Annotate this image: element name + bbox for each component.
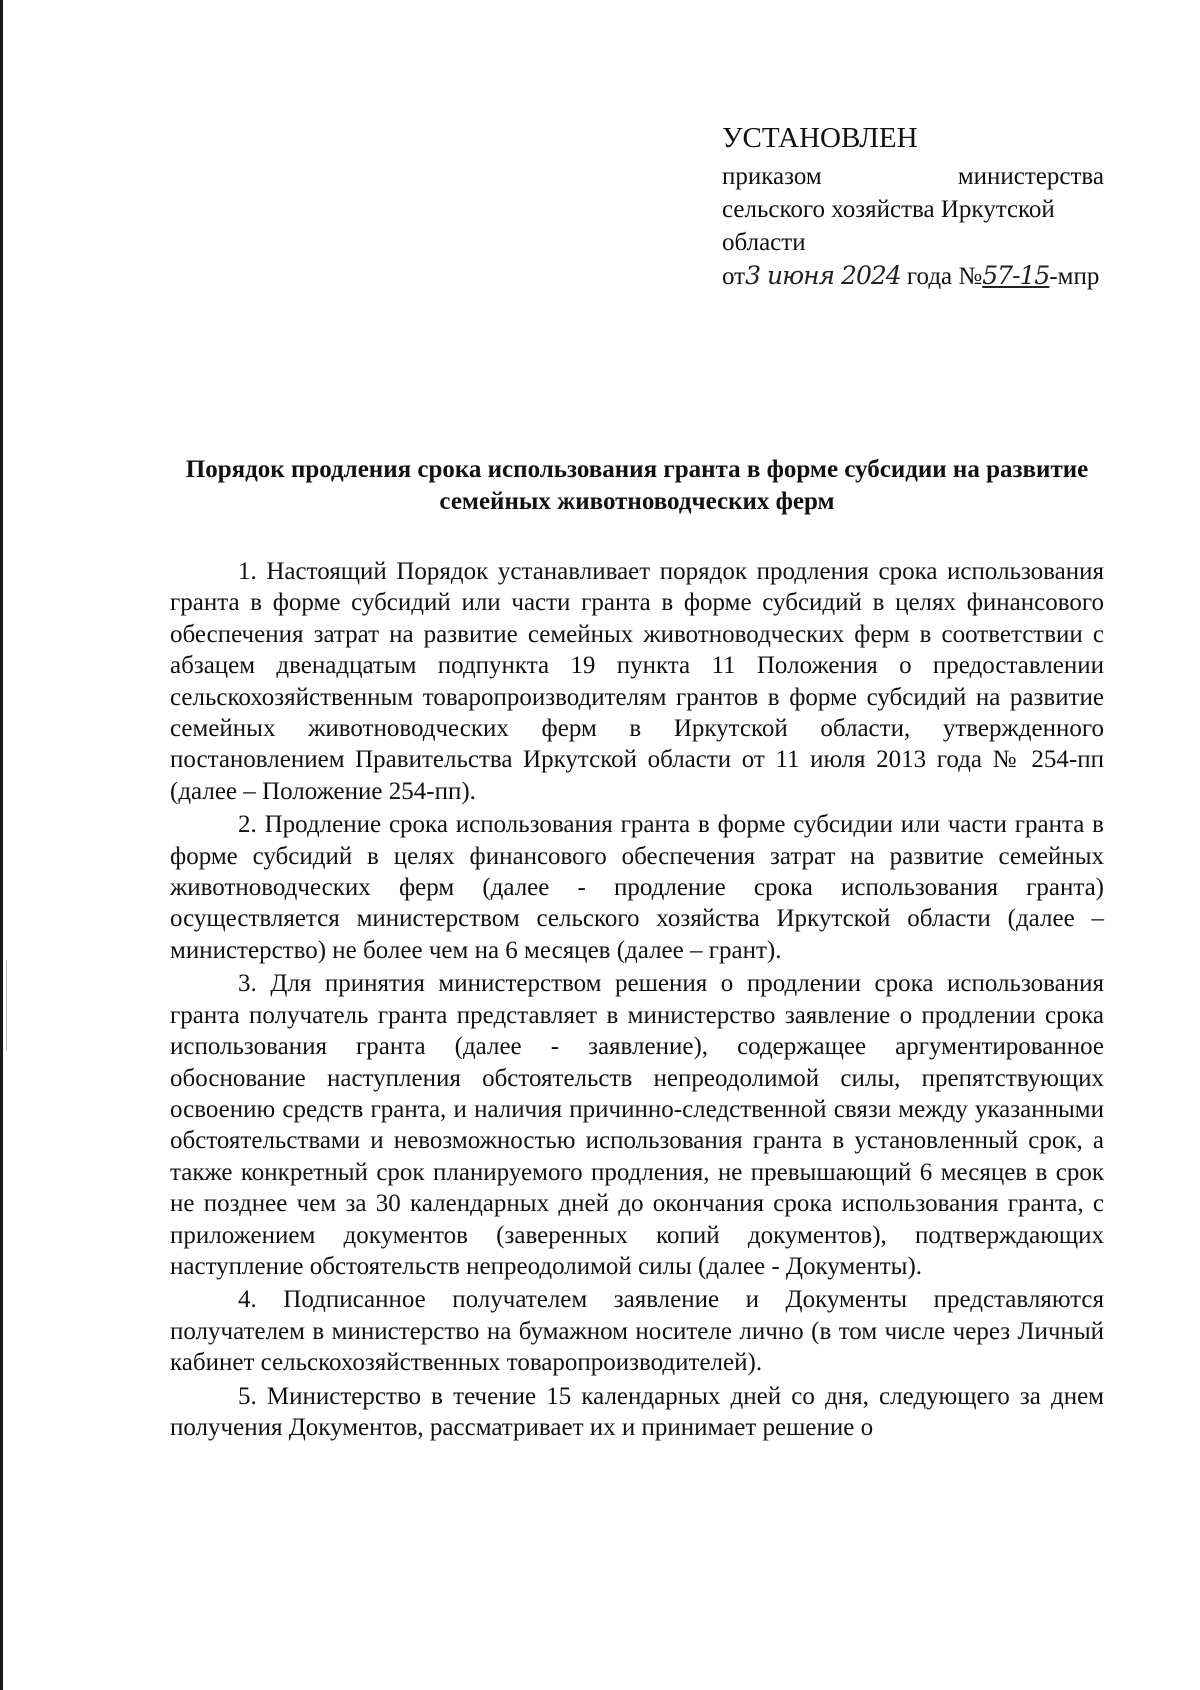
approval-line-2: сельского хозяйства Иркутской — [722, 196, 1055, 223]
approval-line-1 — [722, 160, 1104, 193]
document-body — [170, 556, 1104, 1445]
date-mid: года № — [906, 263, 983, 290]
approval-date-line — [722, 259, 1104, 293]
approval-line-3: области — [722, 229, 806, 256]
paragraph-1: 1. Настоящий Порядок устанавливает порядок продления срока использования гранта в форме субсидий или части гранта в форме субсидий в целях финансового обеспечения затрат на развитие семейных животноводческих ферм в соответствии с абзацем двенадцатым подпункта 19 пункта 11 Положения о предоставлении сельскохозяйственным товаропроизводителям грантов в форме субсидий на развитие семейных животноводческих ферм в Иркутской области, утвержденного постановлением Правительства Иркутской области от 11 июля 2013 года № 254-пп (далее – Положение 254-пп). — [170, 558, 1104, 805]
handwritten-date: 3 июня 2024 — [745, 261, 901, 290]
approval-line-1-right: министерства — [957, 163, 1104, 190]
approval-heading: УСТАНОВЛЕН — [722, 122, 918, 154]
date-prefix: от — [722, 263, 746, 290]
paragraph-5: 5. Министерство в течение 15 календарных дней со дня, следующего за днем получения Документов, рассматривает их и принимает решение о — [170, 1382, 1104, 1441]
paragraph-2: 2. Продление срока использования гранта в форме субсидии или части гранта в форме субсидий в целях финансового обеспечения затрат на развитие семейных животноводческих ферм (далее - продление срока использования гранта) осуществляется министерством сельского хозяйства Иркутской области (далее – министерство) не более чем на 6 месяцев (далее – грант). — [170, 811, 1104, 964]
handwritten-order-number: 57-15 — [982, 261, 1050, 290]
document-title: Порядок продления срока использования гранта в форме субсидии на развитие семейных животноводческих ферм — [185, 456, 1089, 515]
paragraph-3: 3. Для принятия министерством решения о продлении срока использования гранта получатель гранта представляет в министерство заявление о продлении срока использования гранта (далее - заявление), содержащее аргументированное обоснование наступления обстоятельств непреодолимой силы, препятствующих освоению средств гранта, и наличия причинно-следственной связи между указанными обстоятельствами и невозможностью использования гранта в установленный срок, а также конкретный срок планируемого продления, не превышающий 6 месяцев в срок не позднее чем за 30 календарных дней до окончания срока использования гранта, с приложением документов (заверенных копий документов), подтверждающих наступление обстоятельств непреодолимой силы (далее - Документы). — [170, 970, 1104, 1280]
order-number-suffix: -мпр — [1049, 263, 1100, 290]
approval-stamp-block — [722, 118, 1104, 293]
scan-artifact — [6, 960, 7, 1050]
approval-line-1-left: приказом — [722, 163, 822, 190]
paragraph-4: 4. Подписанное получателем заявление и Документы представляются получателем в министерство на бумажном носителе лично (в том числе через Личный кабинет сельскохозяйственных товаропроизводителей). — [170, 1286, 1104, 1377]
scan-border — [0, 0, 3, 1690]
